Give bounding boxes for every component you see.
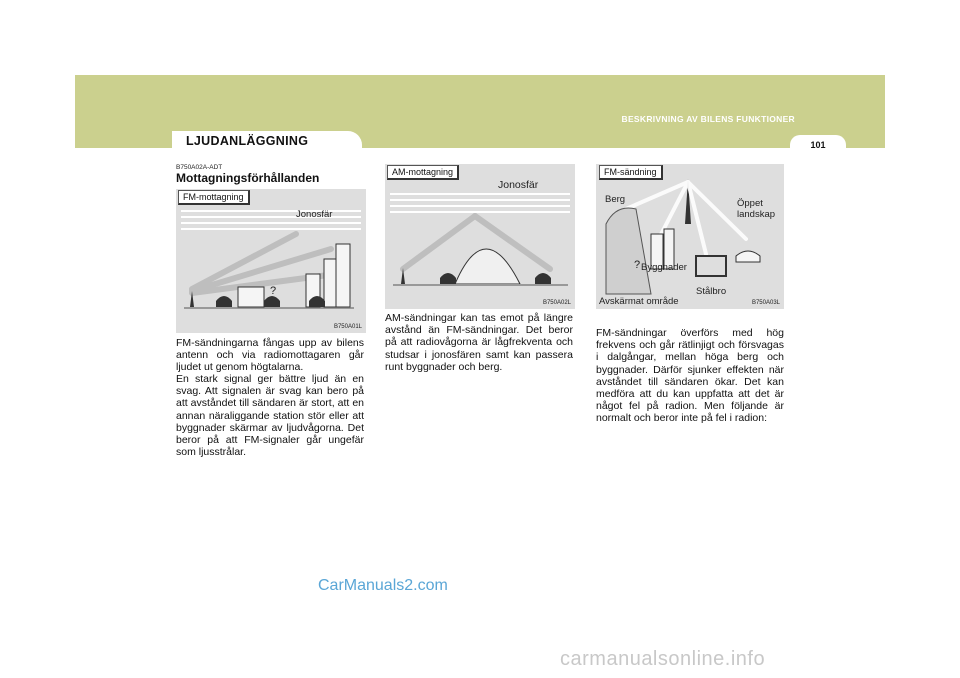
figure-label: FM-sändning — [599, 165, 663, 180]
watermark-carmanuals2[interactable]: CarManuals2.com — [318, 577, 448, 594]
page-number-tab — [790, 135, 846, 155]
watermark-carmanualsonline[interactable]: carmanualsonline.info — [560, 648, 766, 670]
steel-bridge-label: Stålbro — [696, 286, 727, 297]
section-title: LJUDANLÄGGNING — [186, 134, 309, 148]
figure-label: AM-mottagning — [387, 165, 459, 180]
paragraph-am: AM-sändningar kan tas emot på längre avstånd än FM-sändningar. Det beror på att radiovågorna är lågfrekventa och studsar i jonosfären samt kan passera runt byggnader och berg. — [385, 312, 573, 373]
am-reception-illustration — [385, 164, 575, 309]
paragraph-2: En stark signal ger bättre ljud än en svag. Att signalen är svag kan bero på att avståndet till sändaren är stort, att en annan näraliggande station stör eller att byggnader skärmar av ljudvågorna. Det beror på att FM-signaler går ungefär som ljusstrålar. — [176, 373, 364, 459]
paragraph-1: FM-sändningarna fångas upp av bilens antenn och via radiomottagaren går ljudet ut genom högtalarna. — [176, 337, 364, 374]
ionosphere-label: Jonosfär — [296, 209, 333, 220]
figure-fm-reception — [176, 189, 366, 333]
ionosphere-label: Jonosfär — [498, 179, 539, 191]
figure-code: B750A03L — [751, 300, 780, 306]
section-code: B750A02A-ADT — [176, 164, 223, 171]
mountain-label: Berg — [605, 194, 626, 205]
figure-fm-broadcast — [596, 164, 784, 309]
figure-am-reception — [385, 164, 575, 309]
figure-label: FM-mottagning — [178, 190, 250, 205]
page-heading: Mottagningsförhållanden — [176, 171, 320, 185]
open-landscape-label-2: landskap — [737, 209, 776, 220]
chapter-title: BESKRIVNING AV BILENS FUNKTIONER — [621, 114, 795, 124]
fm-reception-illustration — [176, 189, 366, 333]
question-mark: ? — [634, 259, 641, 271]
open-landscape-label-1: Öppet — [737, 198, 763, 209]
shielded-area-label: Avskärmat område — [599, 296, 679, 307]
buildings-label: Byggnader — [641, 262, 687, 273]
figure-code: B750A02L — [542, 300, 571, 306]
figure-code: B750A01L — [333, 324, 362, 330]
page-number: 101 — [810, 140, 826, 150]
section-tab — [172, 131, 362, 155]
question-mark: ? — [270, 285, 277, 297]
paragraph-fm: FM-sändningar överförs med hög frekvens och går rätlinjigt och försvagas i dalgångar, mellan höga berg och byggnader. Därför sjunker effekten när avståndet till sändaren ökar. Det kan medföra att du kan uppfatta att det är något fel på radion. Men följande är normalt och beror inte på fel i radion: — [596, 327, 784, 425]
fm-broadcast-illustration — [596, 164, 784, 309]
